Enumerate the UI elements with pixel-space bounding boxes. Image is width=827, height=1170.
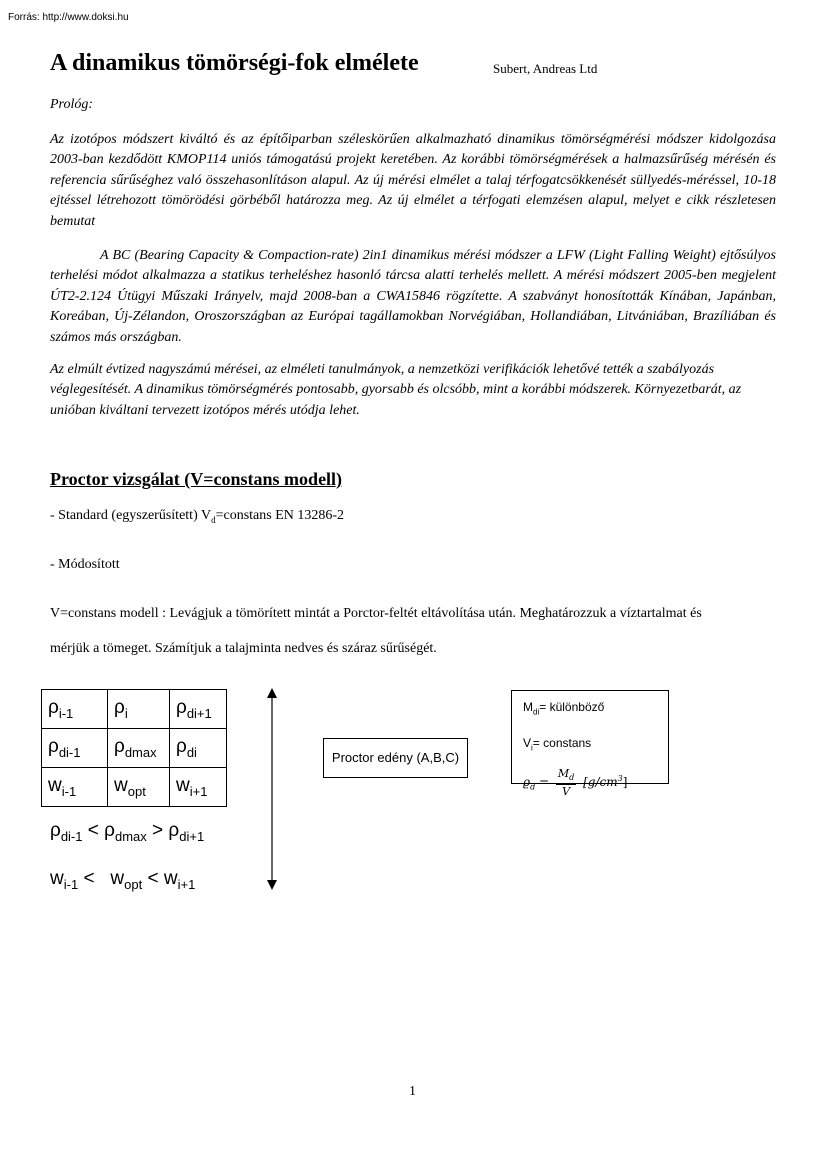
- table-cell: [170, 768, 227, 807]
- cell-sub: dmax: [124, 744, 157, 760]
- table-cell: [108, 768, 170, 807]
- formula-sub: d: [530, 782, 536, 792]
- formula-sub: d: [569, 773, 575, 783]
- ineq-operator: >: [146, 820, 169, 841]
- moisture-inequality: [50, 868, 195, 892]
- formula-sub: di: [533, 707, 540, 717]
- formula-term: M: [557, 767, 570, 780]
- table-cell: [170, 729, 227, 768]
- paragraph-intro: Az izotópos módszert kiváltó és az építőiparban széleskörűen alkalmazható dinamikus tömörségmérési módszer kidolgozása 2003-ban kezdődött KMOP114 uniós támogatású projekt keretében. Az korábbi tömörségmérések a halmazsűrűség mérésén és referencia sűrűséghez való összehasonlításon alapul. Az új mérési elmélet a talaj térfogatcsökkenését süllyedés-méréssel, 10-18 ejtéssel létrehozott tömörödési görbéből határozza meg. Az új elmélet a térfogati elemzésen alapul, melyet e cikk részletesen bemutat: [50, 132, 776, 229]
- ineq-sub: opt: [124, 876, 143, 892]
- formula-line-mass: [523, 700, 604, 716]
- ineq-sub: i+1: [177, 876, 196, 892]
- dry-density-formula: [523, 767, 627, 798]
- cell-sub: di+1: [186, 705, 212, 721]
- cell-base: ρ: [114, 736, 125, 758]
- cell-base: w: [114, 775, 128, 797]
- table-row: [42, 729, 227, 768]
- density-table: [41, 689, 227, 807]
- document-title: A dinamikus tömörségi-fok elmélete: [50, 50, 419, 76]
- prolog-label: Prológ:: [50, 97, 94, 112]
- cell-base: w: [176, 775, 190, 797]
- vconst-line-2: mérjük a tömeget. Számítjuk a talajminta nedves és száraz sűrűségét.: [50, 641, 437, 656]
- formula-box: [511, 690, 669, 799]
- cell-base: ρ: [176, 697, 187, 719]
- paragraph-summary: Az elmúlt évtized nagyszámú mérései, az elméleti tanulmányok, a nemzetközi verifikációk lehetővé tették a szabályozás véglegesítését. A dinamikus tömörségmérés pontosabb, gyorsabb és olcsóbb, mint a korábbi módszerek. Környezetbarát, az unióban kiváltani tervezett izotópos mérés utódja lehet.: [50, 362, 742, 418]
- formula-rho: ϱ: [523, 775, 531, 790]
- ineq-term: ρ: [104, 820, 115, 841]
- formula-fraction: [556, 767, 576, 798]
- standard-sub: d: [211, 514, 216, 525]
- formula-text: = constans: [532, 736, 592, 750]
- ineq-operator: <: [82, 820, 105, 841]
- cell-sub: i: [124, 705, 128, 721]
- table-cell: [42, 690, 108, 729]
- table-cell: [42, 729, 108, 768]
- author: Subert, Andreas Ltd: [493, 61, 598, 76]
- cell-sub: opt: [127, 783, 146, 799]
- cell-sub: di: [186, 744, 197, 760]
- paragraph-bc-method: A BC (Bearing Capacity & Compaction-rate) 2in1 dinamikus mérési módszer a LFW (Light Falling Weight) ejtősúlyos terhelési módot alkalmazza a statikus terheléshez hasonló tárcsa alatti terhelés mellett. A mérési módszert 2005-ben megjelent ÚT2-2.124 Útügyi Műszaki Irányelv, majd 2008-ban a CWA15846 rögzítette. A szabványt honosították Kínában, Japánban, Koreában, Új-Zélandon, Oroszországban az Európai tagállamokban Norvégiában, Hollandiában, Litvániában, Brazíliában és számos más országban.: [50, 248, 776, 345]
- formula-unit: [g/cm: [579, 775, 618, 790]
- cell-sub: i+1: [189, 783, 208, 799]
- table-row: [42, 768, 227, 807]
- formula-term: V: [523, 736, 532, 750]
- ineq-operator: <: [78, 868, 111, 889]
- formula-denominator: V: [562, 785, 571, 799]
- cell-base: w: [48, 775, 62, 797]
- cell-sub: i-1: [58, 705, 74, 721]
- ineq-term: w: [50, 868, 64, 889]
- formula-term: M: [523, 700, 533, 714]
- cell-base: ρ: [48, 697, 59, 719]
- ineq-term: w: [110, 868, 125, 889]
- section-heading-proctor: Proctor vizsgálat (V=constans modell): [50, 469, 343, 489]
- formula-text: = különböző: [539, 700, 605, 714]
- ineq-term: ρ: [168, 820, 180, 841]
- formula-numerator: [556, 767, 576, 785]
- ineq-sub: di+1: [179, 828, 205, 844]
- standard-line: [50, 508, 344, 525]
- formula-line-volume: [523, 736, 591, 752]
- cell-base: ρ: [114, 697, 125, 719]
- modified-line: - Módosított: [50, 557, 120, 572]
- vconst-line-1: V=constans modell : Levágjuk a tömörített mintát a Porctor-feltét eltávolítása után. Meghatározzuk a víztartalmat és: [50, 606, 702, 621]
- table-cell: [108, 690, 170, 729]
- cell-base: ρ: [176, 736, 187, 758]
- ineq-sub: dmax: [114, 828, 147, 844]
- proctor-vessel-box: Proctor edény (A,B,C): [323, 738, 468, 778]
- formula-sub: i: [531, 743, 533, 753]
- double-arrow-icon: [262, 688, 282, 890]
- table-cell: [108, 729, 170, 768]
- standard-suffix: =constans EN 13286-2: [215, 508, 345, 523]
- formula-eq: =: [535, 775, 553, 790]
- page-number: 1: [409, 1084, 416, 1099]
- ineq-operator: <: [142, 868, 164, 889]
- formula-unit: ]: [622, 775, 628, 790]
- cell-base: ρ: [48, 736, 59, 758]
- table-cell: [170, 690, 227, 729]
- formula-sup: 3: [617, 774, 623, 784]
- density-inequality: [50, 820, 204, 844]
- ineq-sub: i-1: [63, 876, 79, 892]
- source-line: Forrás: http://www.doksi.hu: [8, 12, 129, 23]
- ineq-term: w: [163, 868, 178, 889]
- ineq-sub: di-1: [60, 828, 83, 844]
- standard-prefix: - Standard (egyszerűsített) V: [50, 508, 212, 523]
- ineq-term: ρ: [50, 820, 61, 841]
- cell-sub: di-1: [58, 744, 81, 760]
- table-row: [42, 690, 227, 729]
- cell-sub: i-1: [61, 783, 77, 799]
- table-cell: [42, 768, 108, 807]
